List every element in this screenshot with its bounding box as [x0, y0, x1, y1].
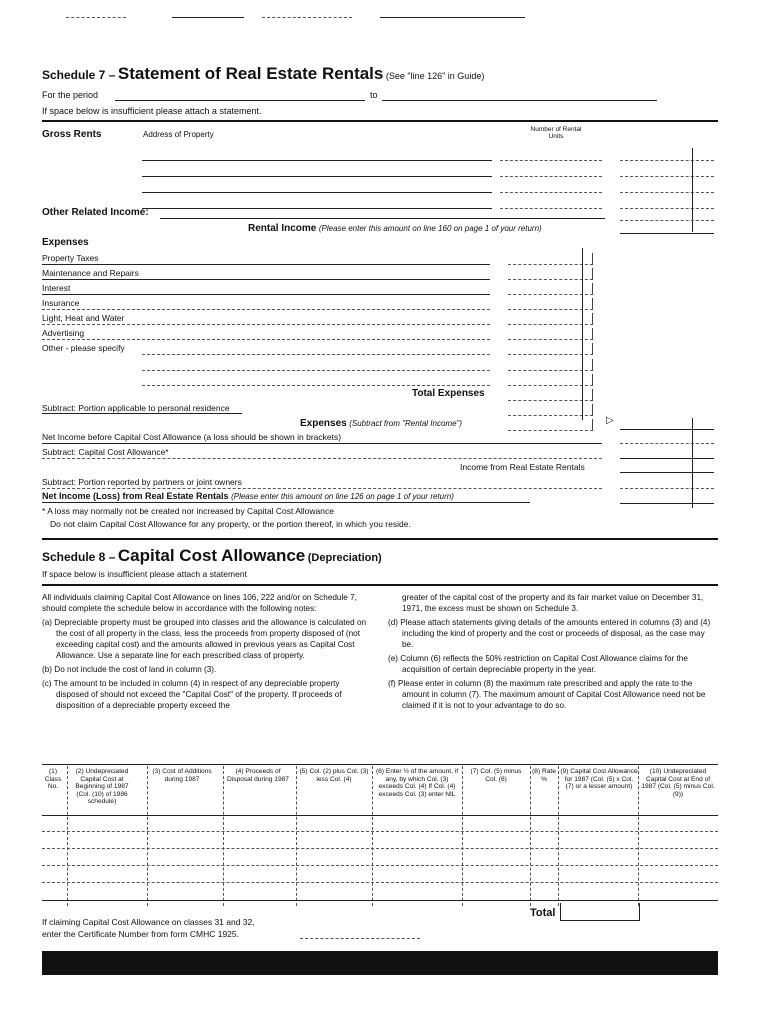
other-income-line[interactable] — [160, 218, 605, 219]
expense-line — [42, 294, 490, 295]
expense-amount[interactable] — [508, 313, 593, 325]
col-9-header: (9) Capital Cost Allowance for 1987 (Col. (5) x Col. (7) or a lesser amount) — [560, 768, 638, 791]
units-line[interactable] — [500, 208, 602, 209]
arrow-icon: ▷ — [606, 415, 614, 426]
expenses-line-label: Expenses — [300, 418, 347, 429]
col-5-header: (5) Col. (2) plus Col. (3) less Col. (4) — [299, 768, 369, 783]
schedule8-title — [42, 546, 382, 566]
note-f: (f) Please enter in column (8) the maximum rate prescribed and apply the rate to the amount in column (7). The maximum amount of Capital Cost Allowance need not be claimed if it is not to your advantage to do so. — [388, 679, 706, 710]
col-divider — [296, 766, 297, 906]
note-d: (d) Please attach statements giving details of the amounts entered in columns (3) and (4) including the kind of property and the cost or proceeds of disposal, as the case may be. — [388, 618, 711, 649]
net-before-cca-label: Net Income before Capital Cost Allowance (a loss should be shown in brackets) — [42, 432, 342, 442]
expenses-amount[interactable] — [508, 419, 593, 431]
expenses-result[interactable] — [620, 429, 714, 430]
underline — [42, 488, 602, 489]
schedule8-heading: Capital Cost Allowance — [117, 546, 306, 565]
net-before-cca-amount[interactable] — [620, 443, 714, 444]
subtract-cca-label: Subtract: Capital Cost Allowance* — [42, 447, 169, 457]
note-c-cont: greater of the capital cost of the property and its fair market value on December 31, 1971, the excess must be shown on Schedule 3. — [402, 593, 704, 613]
header-remnant — [262, 17, 352, 18]
schedule7-title — [42, 64, 484, 84]
col-divider — [223, 766, 224, 906]
expense-amount[interactable] — [508, 328, 593, 340]
col-10-header: (10) Undepreciated Capital Cost at End of 1987 (Col. (5) minus Col. (9)) — [641, 768, 715, 798]
table-row[interactable] — [42, 900, 718, 901]
rental-income-amount[interactable] — [620, 233, 714, 234]
schedule7-insufficient: If space below is insufficient please attach a statement. — [42, 106, 262, 116]
total-expenses-label: Total Expenses — [412, 388, 485, 399]
expense-other: Other - please specify — [42, 343, 125, 353]
period-to-label: to — [370, 90, 378, 100]
col-divider — [147, 766, 148, 906]
divider — [42, 584, 718, 586]
cents-divider — [692, 418, 693, 508]
underline — [42, 458, 602, 459]
units-header: Number of Rental Units — [530, 126, 582, 140]
expenses-heading: Expenses — [42, 237, 89, 248]
expense-line — [42, 309, 490, 310]
expense-utilities: Light, Heat and Water — [42, 313, 125, 323]
rental-income-row — [248, 223, 542, 234]
footnote-1: * A loss may normally not be created nor increased by Capital Cost Allowance — [42, 506, 334, 516]
underline — [42, 502, 530, 503]
table-header-bottom — [42, 815, 718, 816]
address-line[interactable] — [142, 208, 492, 209]
net-income-note: (Please enter this amount on line 126 on page 1 of your return) — [231, 492, 454, 501]
expenses-line-note: (Subtract from "Rental Income") — [349, 419, 463, 428]
address-header: Address of Property — [143, 130, 214, 139]
note-b: (b) Do not include the cost of land in column (3). — [42, 665, 217, 674]
address-line[interactable] — [142, 176, 492, 177]
col-divider — [638, 766, 639, 906]
expense-amount[interactable] — [508, 343, 593, 355]
subtract-personal-label: Subtract: Portion applicable to personal residence — [42, 403, 230, 413]
net-income-label: Net Income (Loss) from Real Estate Rentals — [42, 491, 229, 501]
notes-right — [388, 592, 718, 714]
col-7-header: (7) Col. (5) minus Col. (6) — [470, 768, 522, 783]
col-divider — [67, 766, 68, 906]
table-row[interactable] — [42, 848, 718, 849]
expenses-row — [300, 418, 462, 429]
schedule8-insufficient: If space below is insufficient please attach a statement — [42, 569, 247, 579]
note-e: (e) Column (6) reflects the 50% restriction on Capital Cost Allowance claims for the acquisition of certain depreciable property in the year. — [388, 654, 688, 674]
income-real-estate-amount[interactable] — [620, 472, 714, 473]
col-divider — [530, 766, 531, 906]
schedule7-label: Schedule 7 – — [42, 68, 116, 82]
gross-rents-label: Gross Rents — [42, 129, 102, 140]
expense-maintenance: Maintenance and Repairs — [42, 268, 139, 278]
expense-line — [42, 264, 490, 265]
divider — [42, 120, 718, 122]
table-row[interactable] — [42, 831, 718, 832]
expense-other-line[interactable] — [142, 370, 490, 371]
col-1-header: (1) Class No. — [44, 768, 62, 791]
expense-line — [42, 279, 490, 280]
expense-property-taxes: Property Taxes — [42, 253, 99, 263]
schedule7-heading: Statement of Real Estate Rentals — [117, 64, 384, 83]
footer-bar — [42, 951, 718, 975]
col-3-header: (3) Cost of Additions during 1987 — [152, 768, 212, 783]
schedule8-label: Schedule 8 – — [42, 550, 116, 564]
col-divider — [372, 766, 373, 906]
personal-portion-amount[interactable] — [508, 404, 593, 416]
divider — [42, 538, 718, 540]
expense-amount[interactable] — [508, 298, 593, 310]
units-line[interactable] — [500, 176, 602, 177]
table-row[interactable] — [42, 882, 718, 883]
expense-amount[interactable] — [508, 253, 593, 265]
net-income-amount[interactable] — [620, 503, 714, 504]
col-divider — [558, 766, 559, 906]
net-income-row — [42, 491, 454, 501]
expense-other-line[interactable] — [142, 385, 490, 386]
subtract-partners-label: Subtract: Portion reported by partners or joint owners — [42, 477, 242, 487]
total-expenses-amount[interactable] — [508, 389, 593, 401]
header-remnant — [380, 17, 525, 18]
col-6-header: (6) Enter ½ of the amount, if any, by which Col. (3) exceeds Col. (4) If Col. (4) exceeds Col. (3) enter NIL — [375, 768, 459, 798]
cmhc-note-1: If claiming Capital Cost Allowance on classes 31 and 32, — [42, 917, 255, 927]
partners-amount[interactable] — [620, 488, 714, 489]
expense-amount[interactable] — [508, 374, 593, 386]
expense-amount[interactable] — [508, 283, 593, 295]
period-label: For the period — [42, 90, 99, 100]
expense-line — [42, 339, 490, 340]
footnote-2: Do not claim Capital Cost Allowance for any property, or the portion thereof, in which you reside. — [50, 519, 411, 529]
expense-advertising: Advertising — [42, 328, 85, 338]
rental-income-label: Rental Income — [248, 223, 317, 234]
other-income-label: Other Related Income: — [42, 207, 149, 218]
rental-income-note: (Please enter this amount on line 160 on page 1 of your return) — [318, 224, 542, 233]
expense-amount[interactable] — [508, 268, 593, 280]
period-from-field[interactable] — [115, 100, 365, 101]
notes-left — [42, 592, 372, 714]
rent-amount-line[interactable] — [620, 160, 714, 161]
income-real-estate-label: Income from Real Estate Rentals — [460, 462, 585, 472]
rent-amount-line[interactable] — [620, 176, 714, 177]
units-line[interactable] — [500, 192, 602, 193]
expense-amount[interactable] — [508, 359, 593, 371]
address-line[interactable] — [142, 192, 492, 193]
rent-amount-line[interactable] — [620, 192, 714, 193]
underline — [42, 413, 242, 414]
expense-other-line[interactable] — [142, 354, 490, 355]
col-4-header: (4) Proceeds of Disposal during 1987 — [227, 768, 289, 783]
rent-amount-line[interactable] — [620, 208, 714, 209]
header-remnant — [66, 17, 126, 18]
units-line[interactable] — [500, 160, 602, 161]
schedule8-subtitle: (Depreciation) — [307, 552, 382, 564]
expense-interest: Interest — [42, 283, 71, 293]
cca-amount[interactable] — [620, 458, 714, 459]
cents-divider — [582, 248, 583, 420]
period-to-field[interactable] — [382, 100, 657, 101]
schedule7-guide-ref: (See "line 126" in Guide) — [385, 71, 485, 81]
table-row[interactable] — [42, 865, 718, 866]
header-remnant — [172, 17, 244, 18]
note-a: (a) Depreciable property must be grouped into classes and the allowance is calculated on the cost of all property in the class, less the proceeds from property disposed of (not exceeding capital cost) and the amounts allowed in previous years as Capital Cost Allowance. Use a separate line for each prescribed class of property. — [42, 618, 367, 660]
col-divider — [462, 766, 463, 906]
table-top — [42, 764, 718, 765]
underline — [42, 443, 602, 444]
other-income-amount[interactable] — [620, 220, 714, 221]
expense-line — [42, 324, 490, 325]
cmhc-note-2: enter the Certificate Number from form CMHC 1925. — [42, 929, 239, 939]
address-line[interactable] — [142, 160, 492, 161]
col-2-header: (2) Undepreciated Capital Cost at Beginning of 1987 (Col. (10) of 1986 schedule) — [75, 768, 129, 806]
total-label: Total — [530, 907, 556, 919]
note-intro: All individuals claiming Capital Cost Allowance on lines 106, 222 and/or on Schedule 7, should complete the schedule below in accordance with the following notes: — [42, 593, 357, 613]
col-8-header: (8) Rate % — [532, 768, 556, 783]
total-box[interactable] — [560, 903, 640, 921]
expense-insurance: Insurance — [42, 298, 80, 308]
note-c: (c) The amount to be included in column (4) in respect of any depreciable property disposed of should not exceed the "Capital Cost" of the property. If proceeds of disposition of a depreciable property exceed the — [42, 679, 342, 710]
cmhc-certificate-field[interactable] — [300, 938, 420, 939]
